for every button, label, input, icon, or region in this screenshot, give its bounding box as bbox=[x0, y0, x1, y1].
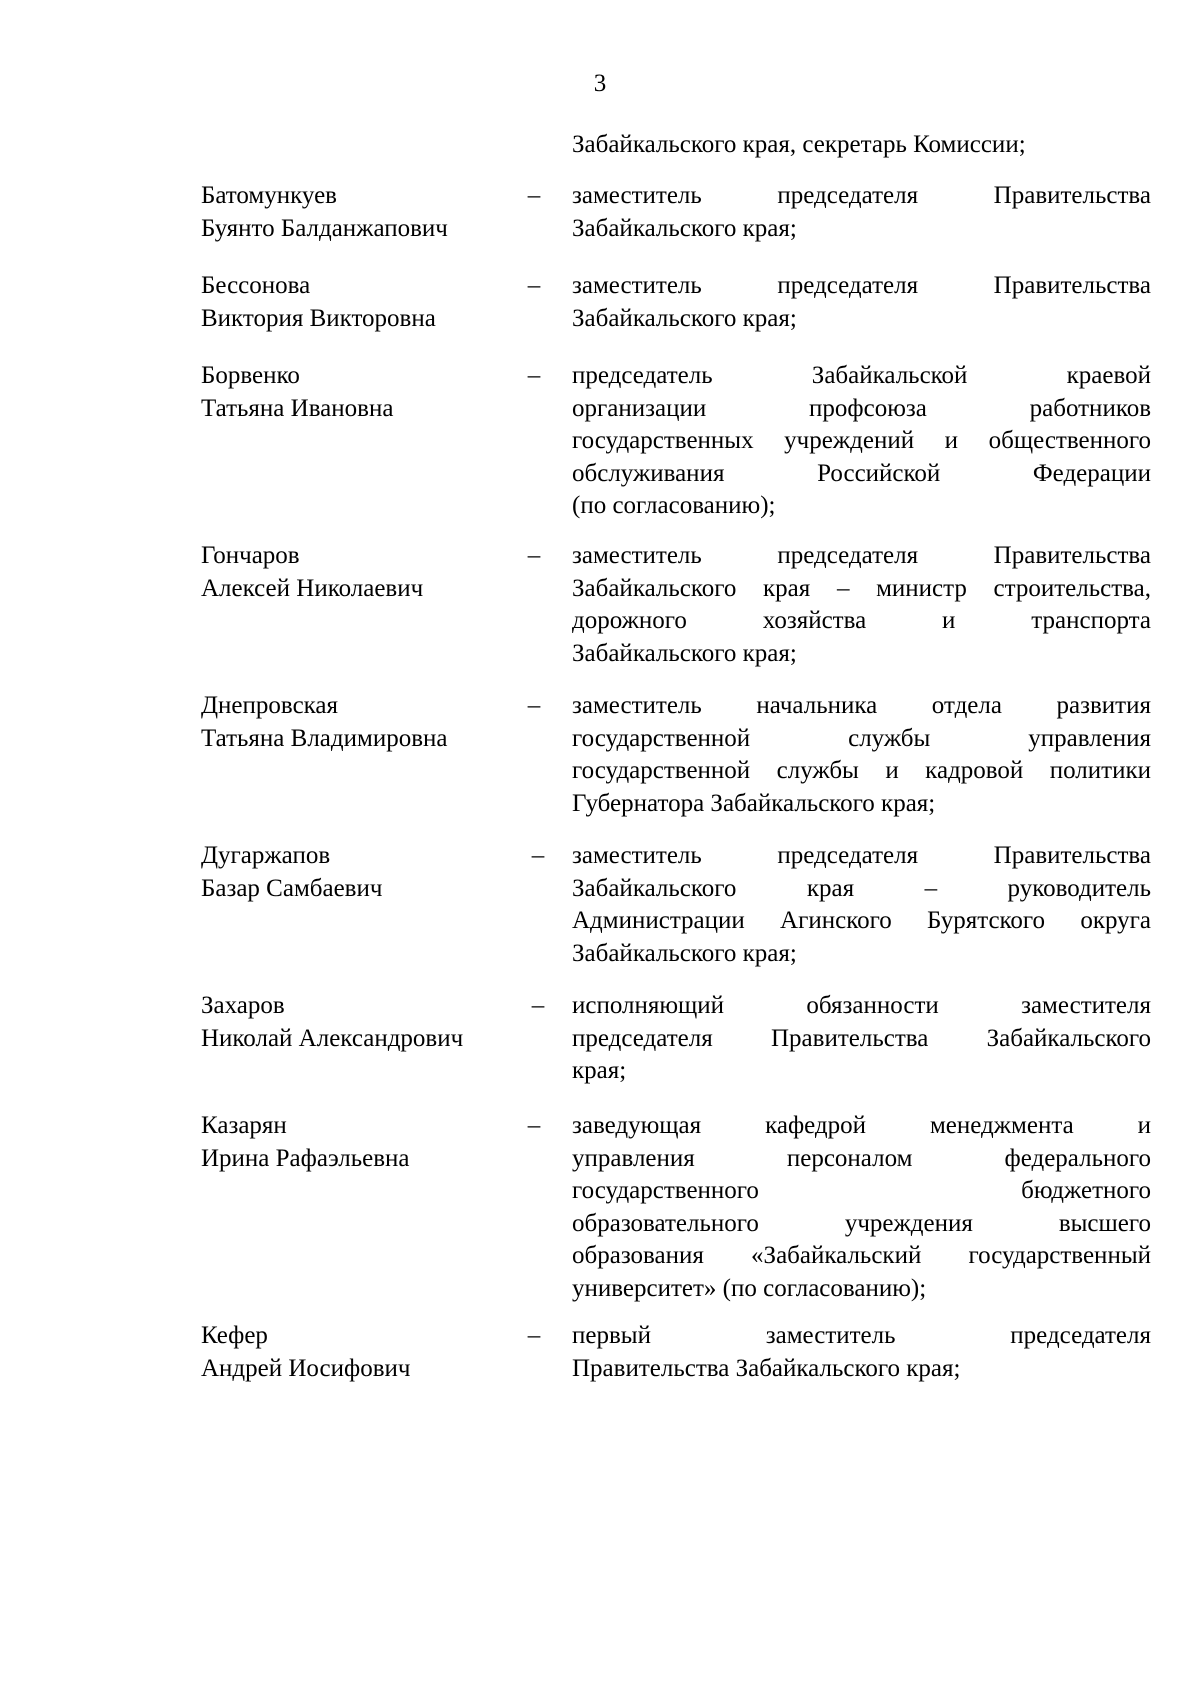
position-line: Губернатора Забайкальского края; bbox=[572, 789, 936, 817]
member-name bbox=[201, 1110, 501, 1175]
position-line: обслуживания Российской Федерации bbox=[572, 459, 1151, 487]
position-line: государственной службы и кадровой политики bbox=[572, 757, 1151, 784]
position-line: Забайкальского края; bbox=[572, 939, 797, 967]
position-line: Забайкальского края – министр строительства, bbox=[572, 574, 1151, 602]
member-name bbox=[201, 1320, 501, 1385]
member-name bbox=[201, 270, 501, 335]
member-given-names: Андрей Иосифович bbox=[201, 1354, 411, 1382]
member-surname: Бессонова bbox=[201, 272, 311, 299]
position-line: организации профсоюза работников bbox=[572, 394, 1151, 422]
position-line: заместитель председателя Правительства bbox=[572, 842, 1151, 869]
dash-separator: – bbox=[527, 542, 541, 569]
dash-separator: – bbox=[527, 272, 541, 299]
position-line: Забайкальского края; bbox=[572, 304, 797, 332]
member-position bbox=[572, 990, 1151, 1088]
position-line: образовательного учреждения высшего bbox=[572, 1209, 1151, 1237]
member-given-names: Татьяна Владимировна bbox=[201, 724, 448, 752]
position-line: Забайкальского края; bbox=[572, 639, 797, 667]
member-given-names: Ирина Рафаэльевна bbox=[201, 1144, 410, 1172]
member-given-names: Татьяна Ивановна bbox=[201, 394, 394, 422]
member-name bbox=[201, 180, 501, 245]
dash-separator: – bbox=[531, 992, 545, 1019]
member-position bbox=[572, 690, 1151, 820]
member-surname: Дугаржапов bbox=[201, 842, 331, 869]
member-surname: Казарян bbox=[201, 1112, 287, 1139]
position-line: заместитель председателя Правительства bbox=[572, 542, 1151, 569]
position-line: заместитель председателя Правительства bbox=[572, 272, 1151, 299]
member-name bbox=[201, 690, 501, 755]
member-name bbox=[201, 360, 501, 425]
dash-separator: – bbox=[527, 362, 541, 389]
position-line: заместитель начальника отдела развития bbox=[572, 692, 1151, 719]
position-line: (по согласованию); bbox=[572, 492, 776, 519]
position-line: государственного бюджетного bbox=[572, 1177, 1151, 1204]
dash-separator: – bbox=[531, 842, 545, 869]
position-line: государственной службы управления bbox=[572, 724, 1151, 752]
member-position bbox=[572, 1110, 1151, 1305]
member-surname: Захаров bbox=[201, 992, 285, 1019]
position-line: университет» (по согласованию); bbox=[572, 1274, 927, 1302]
position-line: заведующая кафедрой менеджмента и bbox=[572, 1112, 1151, 1139]
position-line: края; bbox=[572, 1057, 627, 1084]
member-given-names: Буянто Балданжапович bbox=[201, 214, 448, 242]
member-surname: Кефер bbox=[201, 1322, 268, 1349]
position-line: Забайкальского края; bbox=[572, 214, 797, 242]
dash-separator: – bbox=[527, 692, 541, 719]
position-line: Правительства Забайкальского края; bbox=[572, 1354, 961, 1382]
member-position bbox=[572, 1320, 1151, 1385]
member-surname: Днепровская bbox=[201, 692, 339, 719]
member-given-names: Николай Александрович bbox=[201, 1024, 464, 1052]
position-line: Забайкальского края – руководитель bbox=[572, 874, 1151, 902]
member-position bbox=[572, 540, 1151, 670]
member-position bbox=[572, 840, 1151, 970]
position-line: председатель Забайкальской краевой bbox=[572, 362, 1151, 389]
page-number: 3 bbox=[593, 70, 607, 97]
position-line: первый заместитель председателя bbox=[572, 1322, 1151, 1349]
continuation-text: Забайкальского края, секретарь Комиссии; bbox=[572, 131, 1026, 158]
member-position bbox=[572, 360, 1151, 523]
dash-separator: – bbox=[527, 1322, 541, 1349]
member-given-names: Алексей Николаевич bbox=[201, 574, 424, 602]
member-position bbox=[572, 180, 1151, 245]
position-line: образования «Забайкальский государственный bbox=[572, 1242, 1151, 1269]
member-given-names: Базар Самбаевич bbox=[201, 874, 383, 902]
position-line: председателя Правительства Забайкальского bbox=[572, 1024, 1151, 1052]
position-line: заместитель председателя Правительства bbox=[572, 182, 1151, 209]
member-surname: Батомункуев bbox=[201, 182, 337, 209]
dash-separator: – bbox=[527, 182, 541, 209]
member-position bbox=[572, 270, 1151, 335]
position-line: дорожного хозяйства и транспорта bbox=[572, 607, 1151, 634]
dash-separator: – bbox=[527, 1112, 541, 1139]
position-line: исполняющий обязанности заместителя bbox=[572, 992, 1151, 1019]
position-line: управления персоналом федерального bbox=[572, 1144, 1151, 1172]
member-surname: Борвенко bbox=[201, 362, 300, 389]
member-surname: Гончаров bbox=[201, 542, 300, 569]
member-given-names: Виктория Викторовна bbox=[201, 304, 436, 332]
member-name bbox=[201, 990, 501, 1055]
member-name bbox=[201, 540, 501, 605]
member-name bbox=[201, 840, 501, 905]
position-line: Администрации Агинского Бурятского округа bbox=[572, 907, 1151, 934]
position-line: государственных учреждений и общественного bbox=[572, 427, 1151, 454]
